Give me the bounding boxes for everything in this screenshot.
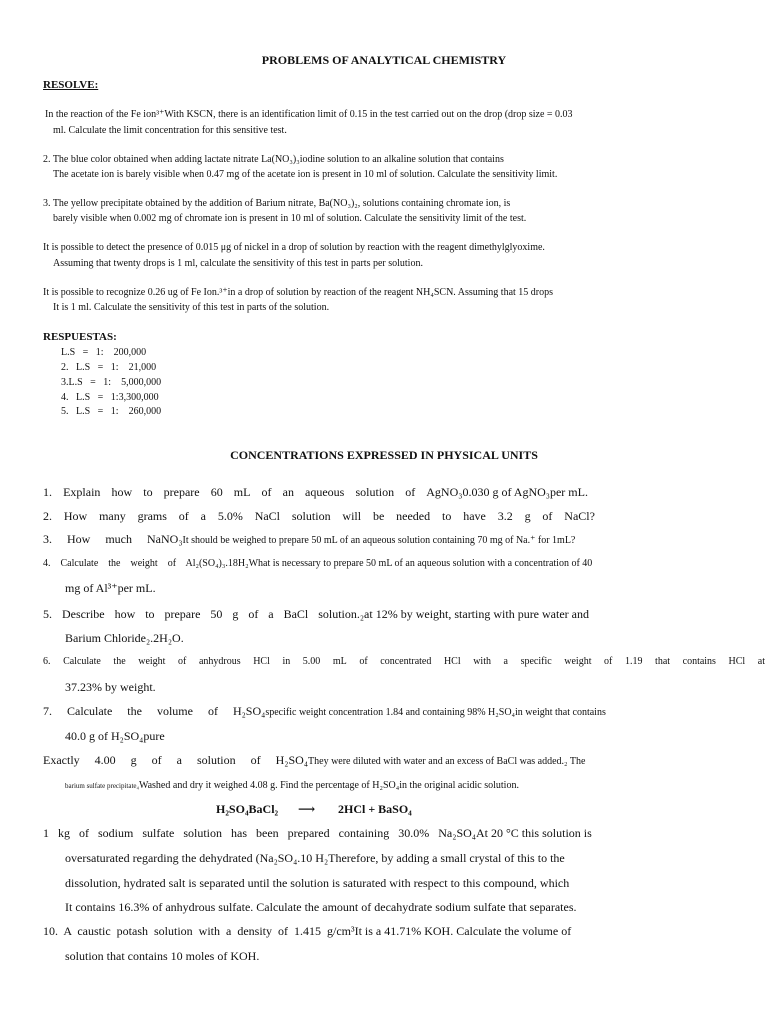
problem-3-line-1: 3. The yellow precipitate obtained by the addition of Barium nitrate, Ba(NO₃)₂, solutions containing chromate ion, is [43,198,511,209]
word: 2. [43,509,52,523]
question-8 [43,754,585,767]
answer-5: 5. L.S = 1: 260,000 [61,406,162,417]
word: NaCl? [564,509,595,523]
equation-reactants: H₂SO₄BaCl₂ [216,802,279,816]
word: be [372,509,385,523]
word: g [524,509,531,523]
word: of [178,656,187,667]
word: grams [137,509,167,523]
problem-4-line-1: It is possible to detect the presence of 0.015 μg of nickel in a drop of solution by reaction with the reagent dimethylglyoxime. [43,242,545,253]
question-8-line-2-text: Washed and dry it weighed 4.08 g. Find the percentage of H₂SO₄in the original acidic solution. [138,780,519,791]
question-5-line-2: Barium Chloride₂.2H₂O. [65,631,184,645]
word: 60 [210,485,223,499]
word: How [63,509,88,523]
word: the [113,656,126,667]
word: 3.2 [497,509,513,523]
word: to [145,607,155,621]
question-6 [43,657,765,667]
word: solution [291,509,331,523]
word: concentrated [380,656,432,667]
problem-5-line-2: It is 1 ml. Calculate the sensitivity of this test in parts of the solution. [53,302,330,313]
word: how [111,485,133,499]
problem-3-line-2: barely visible when 0.002 mg of chromate ion is present in 10 ml of solution. Calculate the sensitivity limit of the test. [53,213,527,224]
word: have [463,509,486,523]
word: 1. [43,485,52,499]
problem-1-line-2: ml. Calculate the limit concentration for this sensitive test. [53,125,287,136]
word: weight [564,656,592,667]
problem-2-line-1: 2. The blue color obtained when adding lactate nitrate La(NO₃)₃iodine solution to an alkaline solution that contains [43,154,504,165]
question-9-line-2: oversaturated regarding the dehydrated (Na₂SO₄.10 H₂Therefore, by adding a small crystal of this to the [65,851,565,865]
word: a [268,607,274,621]
word: prepare [164,607,201,621]
question-2 [43,510,595,522]
word: BaCl [283,607,309,621]
question-3-start: 3. How much NaNO₃ [43,532,183,546]
word: of [178,509,189,523]
word: at [757,656,765,667]
question-8-rest: They were diluted with water and an excess of BaCl was added.₂ The [308,756,586,767]
word: solution [355,485,395,499]
word: to [441,509,452,523]
answer-3: 3.L.S = 1: 5,000,000 [61,377,162,388]
word: a [200,509,206,523]
word: a [503,656,508,667]
word: 5. [43,607,52,621]
word: HCl [728,656,746,667]
answer-2: 2. L.S = 1: 21,000 [61,362,157,373]
problem-5-line-1: It is possible to recognize 0.26 ug of Fe Ion.³⁺in a drop of solution by reaction of the reagent NH₄SCN. Assuming that 15 drops [43,287,554,298]
word: Calculate [63,656,101,667]
answers-heading: RESPUESTAS: [43,331,117,343]
question-4-start: 4. Calculate the weight of Al₂(SO₄)₃.18H₂ [43,558,249,569]
word: Describe [61,607,105,621]
word: HCl [443,656,461,667]
word: contains [682,656,716,667]
word: 1.19 [624,656,643,667]
word: solution.₂at 12% by weight, starting with pure water and [318,607,589,621]
word: will [342,509,362,523]
equation-products: 2HCl + BaSO₄ [338,802,412,816]
question-7 [43,705,606,718]
word: many [99,509,126,523]
word: to [143,485,153,499]
section-title: CONCENTRATIONS EXPRESSED IN PHYSICAL UNITS [230,448,538,462]
word: mL [233,485,251,499]
question-7-start: 7. Calculate the volume of H₂SO₄ [43,704,266,718]
question-4 [43,559,592,569]
word: aqueous [305,485,345,499]
resolve-heading: RESOLVE: [43,79,99,91]
word: specific [520,656,552,667]
question-9-line-4: It contains 16.3% of anhydrous sulfate. Calculate the amount of decahydrate sodium sulfate that separates. [65,900,577,914]
question-8-small-text: barium sulfate precipitate₄ [65,782,139,790]
word: with [473,656,491,667]
word: in [282,656,291,667]
answer-1: L.S = 1: 200,000 [61,347,147,358]
question-7-line-2: 40.0 g of H₂SO₄pure [65,729,165,743]
question-1 [43,486,588,498]
question-4-line-2: mg of Al³⁺per mL. [65,581,156,595]
word: how [114,607,136,621]
page-title: PROBLEMS OF ANALYTICAL CHEMISTRY [261,53,507,67]
word: mL [332,656,347,667]
word: Explain [63,485,101,499]
question-3-rest: It should be weighed to prepare 50 mL of an aqueous solution containing 70 mg of Na.⁺ for 1mL? [182,535,576,546]
word: of [248,607,259,621]
word: 5.0% [217,509,243,523]
question-7-rest: specific weight concentration 1.84 and containing 98% H₂SO₄in weight that contains [265,707,606,718]
problem-2-line-2: The acetate ion is barely visible when 0.47 mg of the acetate ion is present in 10 ml of solution. Calculate the sensitivity limit. [53,169,558,180]
question-6-line-2: 37.23% by weight. [65,680,156,694]
word: 50 [210,607,223,621]
question-3 [43,533,575,546]
problem-4-line-2: Assuming that twenty drops is 1 ml, calculate the sensitivity of this test in parts per solution. [53,258,423,269]
question-8-start: Exactly 4.00 g of a solution of H₂SO₄ [43,753,309,767]
word: prepare [163,485,200,499]
equation-arrow: ⟶ [298,802,316,816]
question-10-line-1: 10. A caustic potash solution with a density of 1.415 g/cm³It is a 41.71% KOH. Calculate the volume of [43,924,572,938]
question-5 [43,608,589,620]
word: HCl [253,656,270,667]
word: weight [138,656,166,667]
answer-4: 4. L.S = 1:3,300,000 [61,392,159,403]
word: g [232,607,239,621]
word: of [261,485,272,499]
word: that [655,656,671,667]
word: an [282,485,294,499]
question-9-line-3: dissolution, hydrated salt is separated until the solution is saturated with respect to this compound, which [65,876,570,890]
problem-1-line-1: In the reaction of the Fe ion³⁺With KSCN, there is an identification limit of 0.15 in the test carried out on the drop (drop size = 0.03 [45,109,573,120]
question-9-line-1: 1 kg of sodium sulfate solution has been prepared containing 30.0% Na₂SO₄At 20 °C this solution is [43,826,592,840]
word: NaCl [254,509,281,523]
word: anhydrous [198,656,241,667]
word: needed [396,509,431,523]
question-4-rest: What is necessary to prepare 50 mL of an aqueous solution with a concentration of 40 [248,558,593,569]
word: of [405,485,416,499]
word: 6. [43,656,51,667]
question-10-line-2: solution that contains 10 moles of KOH. [65,949,260,963]
word: of [604,656,613,667]
word: AgNO₃0.030 g of AgNO₃per mL. [426,485,588,499]
word: of [359,656,368,667]
word: of [542,509,553,523]
word: 5.00 [302,656,321,667]
question-8-line-2 [65,781,519,791]
